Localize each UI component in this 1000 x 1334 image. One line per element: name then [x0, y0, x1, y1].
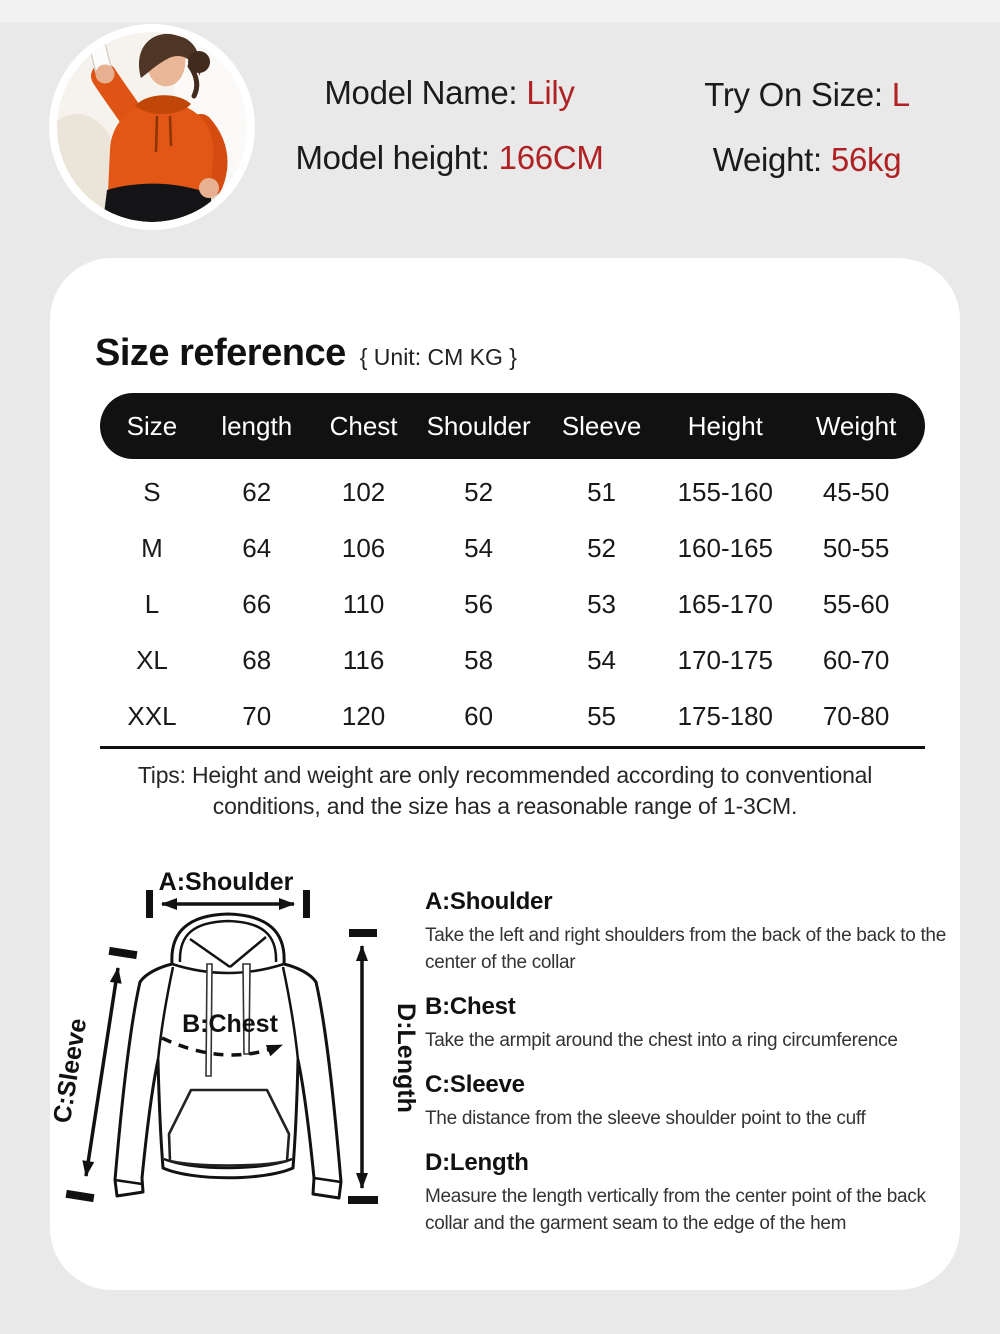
model-name-line — [262, 74, 637, 112]
table-cell: 50-55 — [822, 532, 890, 563]
model-height-value: 166CM — [498, 139, 604, 176]
size-table-header — [100, 393, 925, 459]
sleeve-arrow — [86, 968, 118, 1176]
list-item — [425, 888, 965, 976]
table-row — [100, 520, 925, 576]
table-cell: 52 — [464, 476, 494, 507]
unit-note: { Unit: CM KG } — [359, 344, 517, 370]
length-tick-bottom — [348, 1196, 378, 1204]
table-cell: 52 — [587, 532, 617, 563]
tips-text — [50, 760, 960, 822]
shoulder-tick-right — [303, 890, 310, 918]
diagram-length-label: D:Length — [392, 1003, 420, 1113]
column-header: Size — [126, 410, 178, 441]
list-item — [425, 1149, 965, 1237]
size-reference-heading: Size reference — [95, 332, 346, 374]
table-cell: 55 — [587, 700, 617, 731]
table-cell: 64 — [242, 532, 272, 563]
try-on-size-line — [652, 76, 962, 114]
measure-heading-shoulder: A:Shoulder — [425, 888, 553, 915]
table-cell: 53 — [587, 588, 617, 619]
table-bottom-rule — [100, 746, 925, 749]
try-on-size-label: Try On Size: — [704, 76, 883, 113]
column-header: Height — [687, 410, 763, 441]
table-cell: 116 — [342, 644, 385, 675]
table-cell: 55-60 — [822, 588, 890, 619]
table-cell: 68 — [242, 644, 272, 675]
try-on-size-value: L — [891, 76, 910, 113]
table-row — [100, 576, 925, 632]
table-cell: 45-50 — [822, 476, 890, 507]
list-item — [425, 1071, 965, 1132]
table-cell: 60 — [464, 700, 494, 731]
measure-desc-sleeve: The distance from the sleeve shoulder point to the cuff — [425, 1108, 866, 1129]
column-header: Chest — [329, 410, 398, 441]
table-cell: M — [141, 532, 163, 563]
table-cell: 175-180 — [677, 700, 774, 731]
table-cell: 54 — [464, 532, 494, 563]
column-header: Weight — [815, 410, 897, 441]
table-cell: S — [143, 476, 161, 507]
table-cell: 70-80 — [822, 700, 890, 731]
table-cell: 165-170 — [677, 588, 774, 619]
measure-desc-chest: Take the armpit around the chest into a ring circumference — [425, 1030, 898, 1051]
model-photo — [49, 24, 255, 230]
measure-heading-length: D:Length — [425, 1149, 529, 1176]
table-cell: 60-70 — [822, 644, 890, 675]
table-cell: 66 — [242, 588, 272, 619]
model-height-label: Model height: — [295, 139, 490, 176]
sleeve-tick-bottom — [66, 1190, 95, 1202]
hoodie-diagram-svg — [40, 860, 440, 1220]
tips-line-2: conditions, and the size has a reasonable range of 1-3CM. — [212, 793, 798, 819]
table-cell: 170-175 — [677, 644, 774, 675]
table-cell: 51 — [587, 476, 617, 507]
diagram-sleeve-label: C:Sleeve — [48, 1016, 93, 1126]
table-cell: 54 — [587, 644, 617, 675]
table-cell: XXL — [127, 700, 177, 731]
shoulder-tick-left — [146, 890, 153, 918]
top-strip — [0, 0, 1000, 22]
table-cell: 62 — [242, 476, 272, 507]
table-cell: 110 — [342, 588, 385, 619]
table-cell: 155-160 — [677, 476, 774, 507]
model-name-label: Model Name: — [324, 74, 518, 111]
column-header: length — [221, 410, 293, 441]
model-name-value: Lily — [526, 74, 575, 111]
diagram-shoulder-label: A:Shoulder — [158, 868, 294, 896]
table-cell: XL — [136, 644, 168, 675]
model-photo-illustration — [57, 32, 247, 222]
sleeve-tick-top — [109, 947, 138, 959]
size-reference-title — [95, 332, 517, 375]
model-height-line — [262, 139, 637, 177]
table-cell: 70 — [242, 700, 272, 731]
length-tick-top — [349, 929, 377, 937]
model-info-right-column — [652, 76, 962, 179]
measure-heading-chest: B:Chest — [425, 993, 516, 1020]
measure-desc-shoulder: Take the left and right shoulders from the back of the back to the center of the collar — [425, 925, 946, 973]
measure-desc-length: Measure the length vertically from the center point of the back collar and the garment seam to the edge of the hem — [425, 1186, 926, 1234]
hoodie-measurement-diagram — [40, 860, 440, 1220]
table-cell: L — [144, 588, 160, 619]
table-cell: 120 — [341, 700, 386, 731]
diagram-chest-label: B:Chest — [182, 1010, 278, 1038]
column-header: Sleeve — [561, 410, 642, 441]
size-reference-card — [50, 258, 960, 1290]
table-cell: 58 — [464, 644, 494, 675]
list-item — [425, 993, 965, 1054]
table-cell: 102 — [341, 476, 386, 507]
tips-line-1: Tips: Height and weight are only recommended according to conventional — [137, 762, 873, 788]
table-row — [100, 632, 925, 688]
table-cell: 56 — [464, 588, 494, 619]
table-row — [100, 464, 925, 520]
table-row — [100, 688, 925, 744]
size-table-body — [100, 464, 925, 744]
model-info-left-column — [262, 74, 637, 177]
model-weight-label: Weight: — [712, 141, 822, 178]
model-weight-line — [652, 141, 962, 179]
measure-heading-sleeve: C:Sleeve — [425, 1071, 525, 1098]
table-cell: 106 — [341, 532, 386, 563]
model-weight-value: 56kg — [830, 141, 902, 178]
measurement-descriptions — [425, 888, 965, 1254]
column-header: Shoulder — [426, 410, 531, 441]
table-cell: 160-165 — [677, 532, 774, 563]
